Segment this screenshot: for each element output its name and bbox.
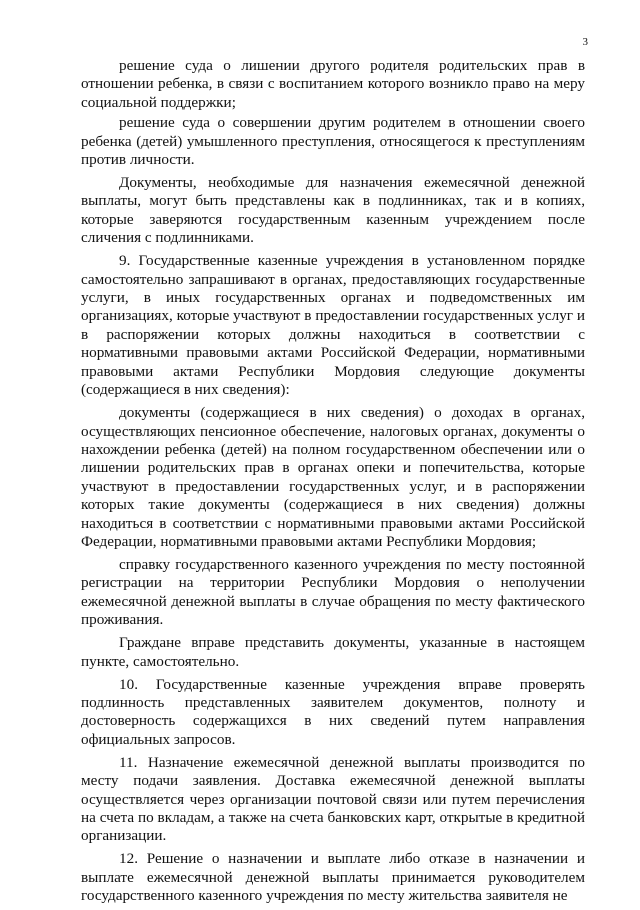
paragraph-citizens-right: Граждане вправе представить документы, указанные в настоящем пункте, самостоятельно. (81, 634, 585, 670)
document-body (81, 57, 585, 910)
paragraph-item-10: 10. Государственные казенные учреждения вправе проверять подлинность представленных заявителем документов, полноту и достоверность содержащихся в них сведений путем направления официальных запросов. (81, 675, 585, 748)
paragraph-income-documents: документы (содержащиеся в них сведения) о доходах в органах, осуществляющих пенсионное обеспечение, налоговых органах, документы о нахождении ребенка (детей) на полном государственном обеспечении или о лишении родительских прав в органах опеки и попечительства, которые участвуют в предоставлении государственных услуг, и в распоряжении которых такие документы (содержащиеся в них сведения) должны находиться в соответствии с нормативными правовыми актами Российской Федерации, нормативными правовыми актами Республики Мордовия; (81, 404, 585, 550)
paragraph-court-decision-crime: решение суда о совершении другим родителем в отношении своего ребенка (детей) умышленного преступления, относящегося к преступлениям против личности. (81, 114, 585, 169)
paragraph-registration-certificate: справку государственного казенного учреждения по месту постоянной регистрации на территории Республики Мордовия о неполучении ежемесячной денежной выплаты в случае обращения по месту фактического проживания. (81, 555, 585, 629)
paragraph-item-9: 9. Государственные казенные учреждения в установленном порядке самостоятельно запрашивают в органах, предоставляющих государственные услуги, в иных государственных органах и подведомственных им организациях, которые участвуют в предоставлении государственных услуг и в распоряжении которых должны находиться в соответствии с нормативными правовыми актами Российской Федерации, нормативными правовыми актами Республики Мордовия следующие документы (содержащиеся в них сведения): (81, 252, 585, 399)
paragraph-documents-copies: Документы, необходимые для назначения ежемесячной денежной выплаты, могут быть представлены как в подлинниках, так и в копиях, которые заверяются государственным казенным учреждением после сличения с подлинниками. (81, 174, 585, 247)
page-number: 3 (582, 36, 588, 48)
paragraph-item-12: 12. Решение о назначении и выплате либо отказе в назначении и выплате ежемесячной денежной выплаты принимается руководителем государственного казенного учреждения по месту жительства заявителя не (81, 850, 585, 905)
paragraph-court-decision-deprivation: решение суда о лишении другого родителя родительских прав в отношении ребенка, в связи с воспитанием которого возникло право на меру социальной поддержки; (81, 57, 585, 111)
paragraph-item-11: 11. Назначение ежемесячной денежной выплаты производится по месту подачи заявления. Доставка ежемесячной денежной выплаты осуществляется через организации почтовой связи или путем перечисления на счета по вкладам, а также на счета банковских карт, открытые в кредитной организации. (81, 753, 585, 845)
